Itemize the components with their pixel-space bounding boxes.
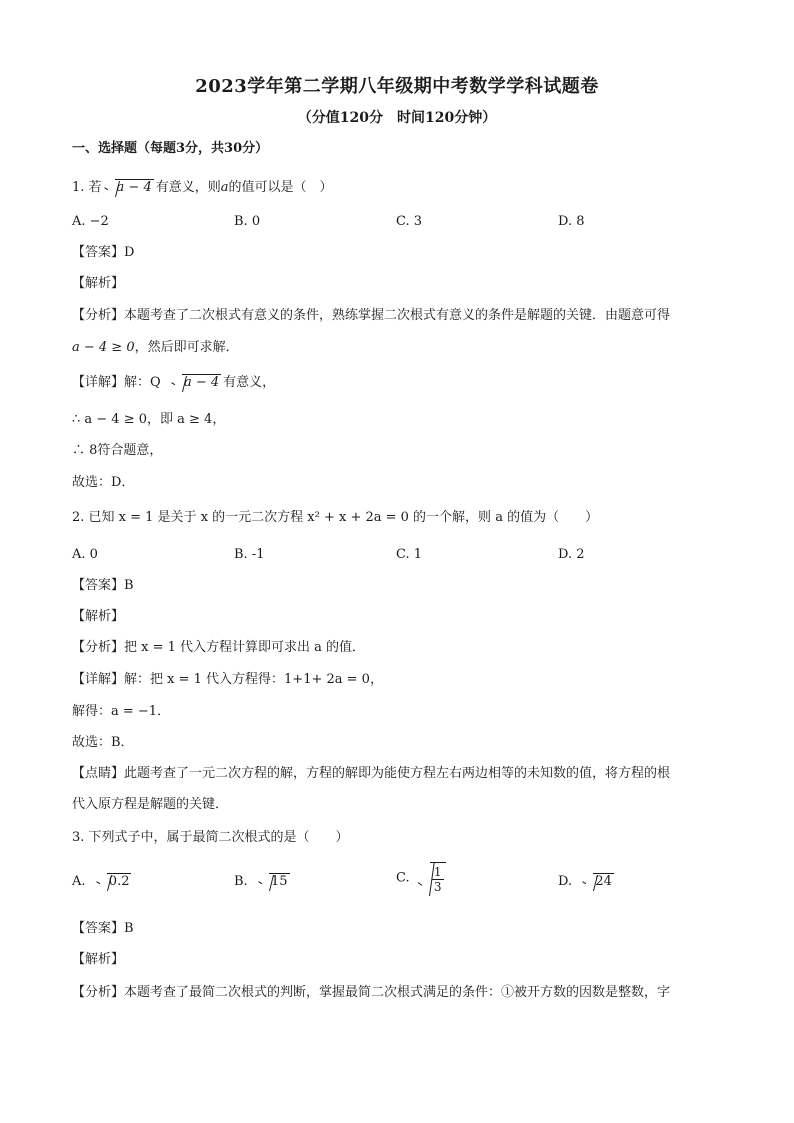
q3-answer bbox=[72, 919, 134, 939]
fenxi-text: 本题考查了最简二次根式的判断，掌握最简二次根式满足的条件：①被开方数的因数是整数，字 bbox=[124, 985, 671, 1000]
numerator: 1 bbox=[433, 865, 442, 879]
q2-dianjing-line1 bbox=[72, 764, 670, 784]
section-heading: 一、选择题（每题3分，共30分） bbox=[72, 141, 269, 156]
q3-option-c bbox=[396, 862, 446, 894]
radicand: 24 bbox=[595, 874, 612, 889]
q2-option-c: C. 1 bbox=[396, 547, 423, 562]
q1-answer bbox=[72, 243, 134, 263]
q2-option-d: D. 2 bbox=[558, 547, 585, 562]
answer-tag: 【答案】 bbox=[72, 921, 125, 936]
q1-option-a: A. −2 bbox=[72, 214, 109, 229]
q1-detail-line2: ∴ a − 4 ≥ 0，即 a ≥ 4， bbox=[72, 412, 226, 427]
fenxi-text: 本题考查了二次根式有意义的条件，熟练掌握二次根式有意义的条件是解题的关键．由题意可得 bbox=[124, 308, 671, 323]
sqrt-expression bbox=[104, 178, 154, 198]
answer-tag: 【答案】 bbox=[72, 245, 125, 260]
q2-option-a: A. 0 bbox=[72, 547, 98, 562]
radicand: a − 4 bbox=[116, 180, 152, 195]
q2-choose: 故选：B． bbox=[72, 735, 134, 750]
q3-analysis-tag: 【解析】 bbox=[72, 952, 125, 967]
q3-option-d bbox=[558, 872, 616, 892]
q3-fenxi bbox=[72, 983, 670, 1003]
q2-solve: 解得：a = −1． bbox=[72, 704, 171, 719]
q3-option-b bbox=[234, 872, 292, 892]
question-1-suffix2: 的值可以是（ ） bbox=[228, 180, 333, 195]
fenxi-tag: 【分析】 bbox=[72, 640, 125, 655]
option-label: D. bbox=[558, 874, 573, 889]
radicand-detail: a − 4 bbox=[183, 375, 220, 390]
question-1-prefix: 1. 若 bbox=[72, 180, 102, 195]
q1-option-b: B. 0 bbox=[234, 214, 261, 229]
question-2: 2. 已知 x = 1 是关于 x 的一元二次方程 x² + x + 2a = 0 的一个解，则 a 的值为（ ） bbox=[72, 510, 599, 525]
page-title: 2023学年第二学期八年级期中考数学学科试题卷 bbox=[195, 76, 599, 97]
fenxi-tag: 【分析】 bbox=[72, 985, 125, 1000]
answer-value: B bbox=[124, 921, 134, 936]
page-subtitle: （分值120分 时间120分钟） bbox=[297, 110, 497, 126]
q1-option-c: C. 3 bbox=[396, 214, 423, 229]
dianjing-tag: 【点睛】 bbox=[72, 766, 125, 781]
question-3: 3. 下列式子中，属于最简二次根式的是（ ） bbox=[72, 830, 349, 845]
q2-fenxi bbox=[72, 638, 365, 658]
sqrt-24 bbox=[582, 872, 614, 892]
dianjing-text: 此题考查了一元二次方程的解，方程的解即为能使方程左右两边相等的未知数的值，将方程的根 bbox=[124, 766, 671, 781]
q2-analysis-tag: 【解析】 bbox=[72, 609, 125, 624]
answer-tag: 【答案】 bbox=[72, 578, 125, 593]
answer-value: D bbox=[124, 245, 135, 260]
q1-detail-line3: ∴ 8符合题意， bbox=[72, 443, 163, 458]
variable-a: a bbox=[220, 180, 229, 195]
q2-dianjing-line2: 代入原方程是解题的关键． bbox=[72, 797, 229, 812]
detail-text-b: 有意义， bbox=[223, 375, 276, 390]
sqrt-0-2 bbox=[96, 872, 132, 892]
q1-option-d: D. 8 bbox=[558, 214, 585, 229]
detail-text: 解：Q bbox=[124, 375, 161, 390]
detail-text: 解：把 x = 1 代入方程得：1+1+ 2a = 0， bbox=[124, 672, 383, 687]
q2-detail bbox=[72, 670, 383, 690]
detail-tag: 【详解】 bbox=[72, 375, 125, 390]
denominator: 3 bbox=[433, 880, 442, 894]
q1-detail-line1 bbox=[72, 373, 275, 393]
q1-detail-line4: 故选：D． bbox=[72, 475, 135, 490]
option-label: A. bbox=[72, 874, 86, 889]
fenxi-math: a − 4 ≥ 0 bbox=[72, 340, 135, 355]
answer-value: B bbox=[124, 578, 134, 593]
sqrt-one-third bbox=[418, 862, 446, 894]
radicand: 15 bbox=[270, 874, 288, 889]
sqrt-expression-detail bbox=[171, 373, 221, 393]
q1-analysis-tag: 【解析】 bbox=[72, 276, 125, 291]
fenxi-tag: 【分析】 bbox=[72, 308, 125, 323]
option-label: B. bbox=[234, 874, 248, 889]
question-1 bbox=[72, 178, 333, 198]
radicand: 0.2 bbox=[108, 874, 130, 889]
detail-tag: 【详解】 bbox=[72, 672, 125, 687]
fenxi-text: 把 x = 1 代入方程计算即可求出 a 的值． bbox=[124, 640, 366, 655]
q2-answer bbox=[72, 576, 134, 596]
q2-option-b: B. -1 bbox=[234, 547, 265, 562]
option-label: C. bbox=[396, 870, 410, 886]
q3-option-a bbox=[72, 872, 133, 892]
q1-fenxi-line1 bbox=[72, 306, 670, 326]
sqrt-15 bbox=[258, 872, 290, 892]
q1-fenxi-line2 bbox=[72, 338, 239, 358]
fenxi-text-2: ，然后即可求解． bbox=[134, 340, 239, 355]
question-1-suffix: 有意义，则 bbox=[155, 180, 221, 195]
